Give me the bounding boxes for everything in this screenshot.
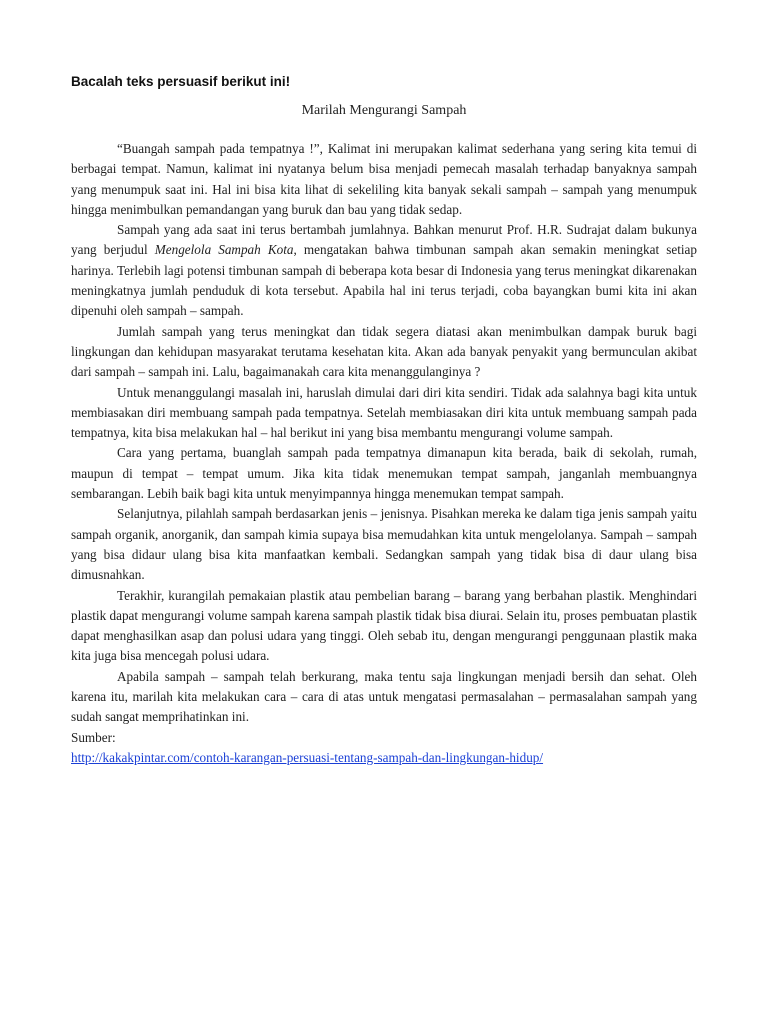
paragraph-2: [71, 220, 697, 321]
source-link[interactable]: http://kakakpintar.com/contoh-karangan-persuasi-tentang-sampah-dan-lingkungan-hidup/: [71, 749, 544, 765]
paragraph-6: Selanjutnya, pilahlah sampah berdasarkan jenis – jenisnya. Pisahkan mereka ke dalam tiga jenis sampah yaitu sampah organik, anorganik, dan sampah kimia supaya bisa memudahkan kita untuk mengelolanya. Sampah – sampah yang bisa didaur ulang bisa kita manfaatkan kembali. Sedangkan sampah yang tidak bisa di daur ulang bisa dimusnahkan.: [71, 506, 697, 583]
paragraph-2-end: , mengatakan bahwa timbunan sampah akan semakin meningkat setiap harinya. Terlebih lagi potensi timbunan sampah di beberapa kota besar di Indonesia yang terus meningkat dikarenakan meningkatnya jumlah penduduk di kota tersebut. Apabila hal ini terus terjadi, coba bayangkan bumi kita ini akan dipenuhi oleh sampah – sampah.: [71, 242, 697, 319]
paragraph-4: Untuk menanggulangi masalah ini, haruslah dimulai dari diri kita sendiri. Tidak ada salahnya bagi kita untuk membiasakan diri membuang sampah pada tempatnya. Setelah membiasakan diri kita untuk membuang sampah pada tempatnya, kita bisa melakukan hal – hal berikut ini yang bisa membantu mengurangi volume sampah.: [71, 384, 697, 441]
document-page: [71, 72, 697, 768]
article-title: Marilah Mengurangi Sampah: [301, 103, 467, 118]
source-line: [71, 748, 697, 768]
source-label: Sumber:: [71, 729, 116, 745]
paragraph-3: Jumlah sampah yang terus meningkat dan tidak segera diatasi akan menimbulkan dampak buruk bagi lingkungan dan kehidupan masyarakat terutama kesehatan kita. Akan ada banyak penyakit yang bermunculan akibat dari sampah – sampah ini. Lalu, bagaimanakah cara kita menanggulanginya ?: [71, 323, 697, 380]
paragraph-1: “Buangah sampah pada tempatnya !”, Kalimat ini merupakan kalimat sederhana yang sering kita temui di berbagai tempat. Namun, kalimat ini nyatanya belum bisa menjadi pemecah masalah terhadap banyaknya sampah yang menumpuk saat ini. Hal ini bisa kita lihat di sekeliling kita banyak sekali sampah – sampah yang menumpuk hingga menimbulkan pemandangan yang buruk dan bau yang tidak sedap.: [71, 141, 697, 217]
instruction-heading: Bacalah teks persuasif berikut ini!: [71, 74, 291, 89]
paragraph-2-start: Sampah yang ada saat ini terus bertambah jumlahnya. Bahkan menurut Prof. H.R. Sudrajat dalam bukunya yang berjudul: [71, 222, 697, 258]
paragraph-8: Apabila sampah – sampah telah berkurang, maka tentu saja lingkungan menjadi bersih dan sehat. Oleh karena itu, marilah kita melakukan cara – cara di atas untuk mengatasi permasalahan – permasalahan sampah yang sudah sangat memprihatinkan ini.: [71, 668, 697, 725]
paragraph-5: Cara yang pertama, buanglah sampah pada tempatnya dimanapun kita berada, baik di sekolah, rumah, maupun di tempat – tempat umum. Jika kita tidak menemukan tempat sampah, janganlah membuangnya sembarangan. Lebih baik bagi kita untuk menyimpannya hingga menemukan tempat sampah.: [71, 445, 697, 502]
paragraph-7: Terakhir, kurangilah pemakaian plastik atau pembelian barang – barang yang berbahan plastik. Menghindari plastik dapat mengurangi volume sampah karena sampah plastik tidak bisa diurai. Selain itu, proses pembuatan plastik dapat menghasilkan asap dan polusi udara yang tinggi. Oleh sebab itu, dengan mengurangi penggunaan plastik maka kita juga bisa mencegah polusi udara.: [71, 587, 697, 664]
book-title: Mengelola Sampah Kota: [154, 242, 294, 258]
